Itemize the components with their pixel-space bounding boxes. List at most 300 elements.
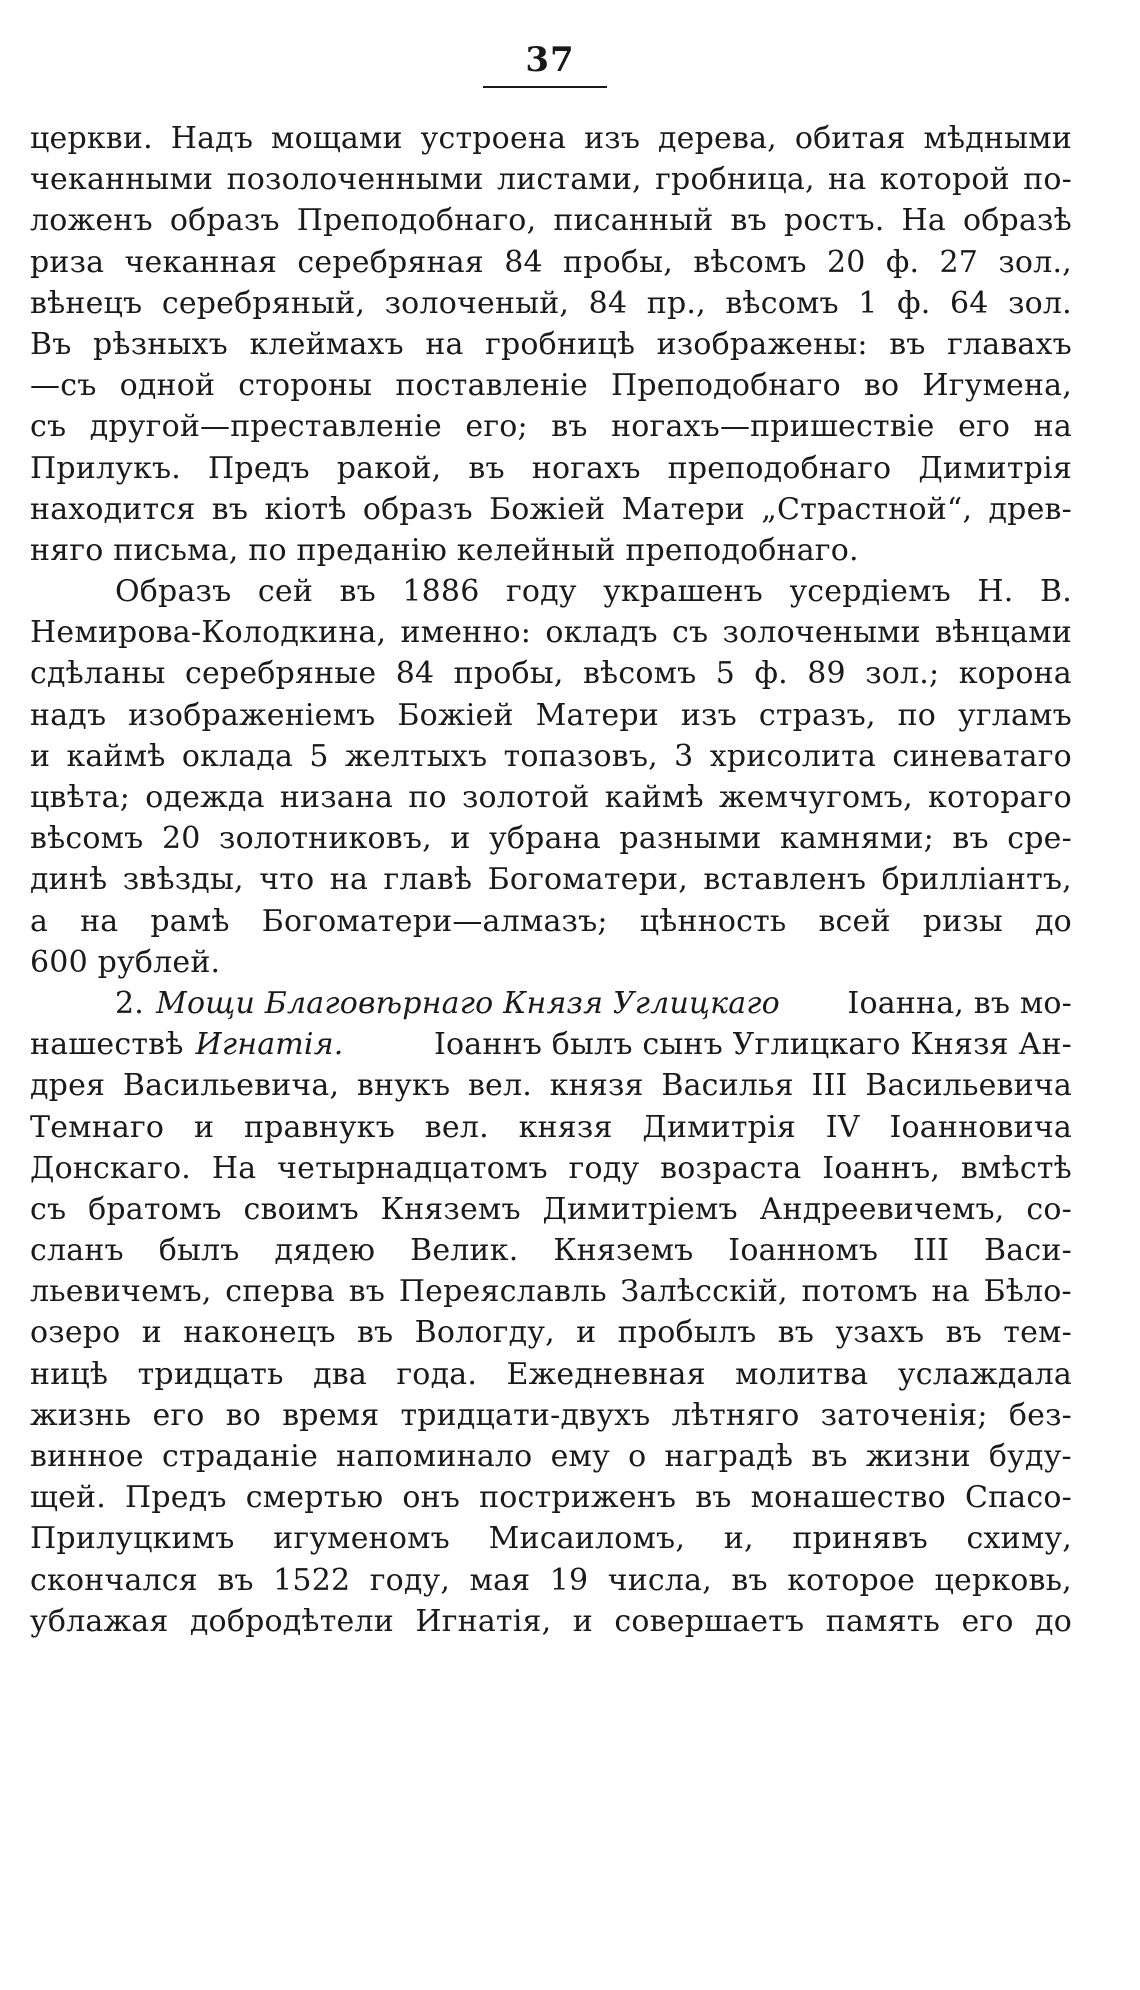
word: низана (279, 780, 394, 815)
word: ф. (885, 244, 920, 280)
text-line (30, 324, 1072, 365)
text-line (30, 283, 1072, 324)
word: что (259, 862, 315, 898)
word: услаждала (897, 1356, 1072, 1392)
word: скончался (30, 1562, 198, 1598)
word: два (313, 1356, 367, 1392)
word: тридцати-двухъ (400, 1397, 651, 1433)
word: вѣнецъ (30, 285, 143, 321)
text-line (30, 1230, 1072, 1271)
word: тем- (1003, 1315, 1072, 1351)
word: Димитрія (918, 450, 1072, 486)
word: льевичемъ, (30, 1274, 212, 1310)
word: схиму, (966, 1521, 1072, 1557)
word: съ (672, 615, 709, 651)
word: въ (730, 203, 767, 239)
word: тридцать (137, 1356, 284, 1392)
text-line (30, 1395, 1072, 1436)
word: князя (518, 1109, 613, 1145)
word: IV (825, 1109, 860, 1145)
word: Васи- (984, 1233, 1072, 1269)
word: изображены: (656, 326, 868, 362)
word: внукъ (356, 1068, 451, 1104)
word: Іоаннъ, (822, 1150, 941, 1186)
word: Переяславль (398, 1274, 607, 1310)
word: его (152, 1397, 205, 1433)
word: году (568, 1150, 640, 1186)
word: 89 (807, 656, 846, 692)
word: Княземъ (380, 1191, 521, 1227)
word: въ (952, 821, 989, 857)
word: которое (787, 1562, 916, 1598)
word: смертью (245, 1480, 384, 1516)
word: ростъ. (783, 203, 885, 239)
word: Вологду, (414, 1315, 555, 1351)
word: угламъ (958, 697, 1072, 733)
word: кіотѣ (264, 491, 347, 527)
word: на (425, 326, 464, 362)
word: дрея (30, 1068, 106, 1104)
word: древ- (988, 491, 1072, 527)
text-line (30, 859, 1072, 900)
word: 27 (939, 244, 979, 280)
word: Предъ (208, 450, 310, 486)
text-line (30, 200, 1072, 241)
word: одной (119, 368, 216, 404)
word: во (225, 1397, 262, 1433)
word: вел. (467, 1068, 533, 1104)
text-line (30, 1436, 1072, 1477)
word: главахъ (947, 326, 1072, 362)
text-line (30, 818, 1072, 859)
word: изъ (584, 121, 641, 156)
word: 1 (858, 285, 878, 321)
word: пробы, (453, 656, 564, 692)
word: лѣтняго (671, 1397, 800, 1433)
word: былъ (158, 1233, 240, 1269)
word: вѣсомъ (693, 244, 807, 280)
word: вѣсомъ (725, 285, 839, 321)
word: числа, (607, 1562, 712, 1598)
word: ракой, (336, 450, 442, 486)
paragraph-2 (30, 571, 1072, 983)
word: 84 (504, 244, 543, 280)
word: въ (211, 491, 249, 527)
word: Василья (661, 1068, 794, 1104)
text-line (30, 1065, 1072, 1106)
word: Божіей (397, 697, 514, 733)
word: въ (468, 450, 505, 486)
word: вмѣстѣ (960, 1150, 1072, 1186)
word: Игумена, (922, 368, 1072, 404)
word: сланъ (30, 1233, 124, 1269)
word: на (1033, 409, 1072, 445)
word: синеватаго (892, 738, 1072, 774)
word: князя (549, 1068, 644, 1104)
text-line: няго письма, по преданію келейный преподобнаго. (30, 532, 859, 568)
word: Богоматери—алмазъ; (261, 903, 608, 939)
word: чеканная (124, 244, 278, 280)
word: Образъ (115, 574, 232, 610)
text-line (30, 489, 1072, 530)
text-line (30, 365, 1072, 406)
word: со- (1026, 1191, 1072, 1227)
word: 19 (549, 1562, 589, 1598)
word: писанный (553, 203, 714, 239)
word: Княземъ (553, 1233, 694, 1269)
word: мощами (271, 121, 403, 156)
word: ф. (754, 656, 788, 692)
word: серебряный, (161, 285, 366, 321)
word: монашество (750, 1480, 946, 1516)
word: по- (1023, 162, 1072, 198)
text-line (30, 242, 1072, 283)
word: усердіемъ (789, 574, 951, 610)
word: въ (945, 1315, 982, 1351)
word: образъ (169, 203, 280, 239)
word: вѣнцами (935, 615, 1072, 651)
word: Димитріемъ (542, 1191, 738, 1227)
word: винное (30, 1439, 144, 1474)
word: золотниковъ, (219, 821, 432, 857)
word: и, (723, 1521, 754, 1557)
word: цвѣта; (30, 780, 131, 815)
word: без- (1008, 1397, 1072, 1433)
word: Залѣсскій, (620, 1274, 788, 1310)
text-line: нашествѣ Игнатія. Іоаннъ былъ сынъ Углицкаго Князя Ан- (30, 1024, 1072, 1065)
word: золоченый, (384, 285, 570, 321)
word: потомъ (801, 1274, 918, 1310)
word: Божіей (489, 491, 606, 527)
word: время (282, 1397, 380, 1433)
word: году (505, 574, 577, 610)
word: брилліантъ, (881, 862, 1072, 898)
word: на (828, 162, 867, 198)
text-line (30, 159, 1072, 200)
word: „Страстной“, (761, 491, 973, 527)
word: въ (217, 1562, 254, 1598)
word: На (211, 1150, 257, 1186)
text-line (30, 695, 1072, 736)
word: каймѣ (604, 780, 704, 815)
word: зол. (1008, 285, 1072, 321)
word: въ (777, 1315, 815, 1351)
text-line (30, 612, 1072, 653)
word: сдѣланы (30, 656, 166, 692)
word: буду- (988, 1439, 1072, 1474)
word: пробылъ (617, 1315, 757, 1351)
word: память (825, 1603, 941, 1639)
word: вѣсомъ (30, 821, 144, 857)
word: дядею (274, 1233, 376, 1269)
word: четырнадцатомъ (277, 1150, 548, 1186)
word: украшенъ (603, 574, 763, 610)
word: гробница, (655, 162, 815, 198)
text-line (30, 406, 1072, 447)
word: пробы, (563, 244, 673, 280)
word: зол.; (865, 656, 940, 692)
paragraph-1 (30, 118, 1072, 571)
word: другой—преставленіе (89, 409, 442, 445)
word: хрисолита (709, 738, 877, 774)
word: церкви. (30, 121, 153, 156)
word: разными (619, 821, 762, 857)
word: до (1034, 903, 1072, 939)
word: заточенія; (820, 1397, 988, 1433)
word: церковь, (934, 1562, 1072, 1598)
word: надъ (30, 697, 107, 733)
word: игуменомъ (273, 1521, 450, 1557)
word: Игнатія, (415, 1603, 552, 1639)
word: ему (550, 1439, 610, 1474)
word: а (30, 903, 49, 939)
word: мая (469, 1562, 531, 1598)
word: —съ (30, 368, 97, 404)
word: ложенъ (30, 203, 153, 239)
text-line (30, 1312, 1072, 1353)
word: добродѣтели (189, 1603, 394, 1639)
word: Богоматери, (487, 862, 688, 898)
word: и (572, 1603, 593, 1639)
word: совершаетъ (614, 1603, 805, 1639)
word: году, (369, 1562, 451, 1598)
word: Н. (977, 574, 1014, 610)
word: обитая (794, 121, 906, 156)
word: 64 (950, 285, 989, 321)
text-line (30, 901, 1072, 942)
word: Въ (30, 326, 72, 362)
word: 3 (674, 738, 694, 774)
text-line (30, 736, 1072, 777)
word: 5 (309, 738, 329, 774)
word: мѣдными (923, 121, 1072, 156)
word: его (961, 1603, 1014, 1639)
item-number: 2. (115, 985, 145, 1021)
text-line: 2. Мощи Благовѣрнаго Князя Углицкаго Іоанна, въ мо- (30, 983, 1072, 1024)
word: и (141, 1315, 162, 1351)
word: всей (818, 903, 891, 939)
text-line: 600 рублей. (30, 944, 221, 980)
word: Надъ (170, 121, 254, 156)
word: III (811, 1068, 848, 1104)
word: оклада (181, 738, 294, 774)
word: зол., (998, 244, 1072, 280)
word: чеканными (30, 162, 214, 198)
text-line (30, 118, 1072, 159)
word: до (1035, 1603, 1072, 1639)
word: стороны (238, 368, 373, 404)
word: Мисаиломъ, (488, 1521, 686, 1557)
word: жизни (865, 1439, 971, 1474)
word: котораго (928, 780, 1072, 815)
word: серебряные (184, 656, 377, 692)
word: именно: (400, 615, 532, 651)
word: рамѣ (150, 903, 230, 939)
word: его (958, 409, 1011, 445)
word: на (931, 1274, 970, 1310)
word: постриженъ (479, 1480, 677, 1516)
word: ублажая (30, 1603, 169, 1639)
word: устроена (420, 121, 567, 156)
word: Ежедневная (506, 1356, 706, 1392)
word: На (901, 203, 946, 239)
page-number: 37 (525, 40, 575, 80)
word: на (80, 903, 119, 939)
word: 20 (161, 821, 201, 857)
word: В. (1039, 574, 1072, 610)
word: звѣзды, (122, 862, 244, 898)
word: въ (731, 1562, 768, 1598)
word: желтыхъ (345, 738, 488, 774)
text-line (30, 1189, 1072, 1230)
word: по (897, 697, 937, 733)
word: Предъ (125, 1480, 227, 1516)
word: Васильевича (865, 1068, 1072, 1104)
word: сперва (225, 1274, 336, 1310)
paragraph-3 (30, 983, 1072, 1642)
word: въ (811, 1439, 848, 1474)
word: сре- (1007, 821, 1072, 857)
word: и (193, 1109, 215, 1145)
text-line (30, 1354, 1072, 1395)
text-line (30, 448, 1072, 489)
text-line (30, 1601, 1072, 1642)
word: въ (551, 409, 588, 445)
word: образъ (362, 491, 473, 527)
word: озеро (30, 1315, 121, 1351)
word: вставленъ (703, 862, 867, 898)
text-line (30, 1107, 1072, 1148)
word: и (30, 738, 51, 774)
word: одежда (145, 780, 265, 815)
word: напоминало (336, 1439, 533, 1474)
word: своимъ (243, 1191, 359, 1227)
word: 84 (588, 285, 628, 321)
text-line (30, 571, 1072, 612)
word: окладъ (545, 615, 658, 651)
word: его; (465, 409, 528, 445)
text-line (30, 1271, 1072, 1312)
word: Андреевичемъ, (759, 1191, 1005, 1227)
word: ризы (922, 903, 1003, 939)
word: главѣ (383, 862, 473, 898)
word: каймѣ (66, 738, 166, 774)
word: въ (348, 1274, 386, 1310)
word: молитва (735, 1356, 869, 1392)
word: Іоанномъ (728, 1233, 879, 1269)
word: страданіе (162, 1439, 319, 1474)
word: корона (958, 656, 1072, 692)
word: Матери (621, 491, 745, 527)
word: которой (879, 162, 1010, 198)
word: изъ (680, 697, 737, 733)
word: Спасо- (964, 1480, 1072, 1516)
word: братомъ (88, 1191, 222, 1227)
word: и (450, 821, 471, 857)
word: щей. (30, 1480, 106, 1516)
word: Преподобнаго, (296, 203, 537, 239)
word: пр., (646, 285, 706, 321)
word: правнукъ (243, 1109, 395, 1145)
word: жемчугомъ, (718, 780, 913, 815)
word: ногахъ (531, 450, 641, 486)
word: жизнь (30, 1397, 132, 1433)
word: III (913, 1233, 950, 1269)
word: динѣ (30, 862, 108, 898)
word: о (628, 1439, 647, 1474)
word: Матери (535, 697, 659, 733)
word: возраста (660, 1150, 802, 1186)
word: Велик. (410, 1233, 519, 1269)
word: дерева, (658, 121, 777, 156)
word: листами, (496, 162, 642, 198)
word: ногахъ—пришествіе (611, 409, 935, 445)
text-line (30, 1477, 1072, 1518)
word: золочеными (722, 615, 921, 651)
word: Іоанновича (889, 1109, 1072, 1145)
word: 1886 (402, 574, 480, 610)
name-italic: Игнатія. (195, 1027, 344, 1063)
word: гробницѣ (485, 326, 636, 362)
word: ф. (897, 285, 931, 321)
word: и (576, 1315, 597, 1351)
text-line (30, 1518, 1072, 1559)
word: серебряная (297, 244, 484, 280)
body-text (30, 118, 1072, 1642)
text-line (30, 1148, 1072, 1189)
word: въ (356, 1315, 394, 1351)
word: стразъ, (758, 697, 876, 733)
word: вѣсомъ (582, 656, 697, 692)
word: во (863, 368, 900, 404)
word: золотой (461, 780, 590, 815)
word: Донскаго. (30, 1150, 191, 1186)
word: 1522 (273, 1562, 351, 1598)
word: рѣзныхъ (93, 326, 228, 362)
word: поставленіе (395, 368, 588, 404)
word: Преподобнаго (611, 368, 841, 404)
word: камнями; (779, 821, 934, 857)
word: Прилуцкимъ (30, 1521, 235, 1557)
word: на (329, 862, 369, 898)
word: Немирова-Колодкина, (30, 615, 387, 651)
word: наконецъ (183, 1315, 336, 1351)
word: ницѣ (30, 1356, 109, 1392)
word: образѣ (963, 203, 1072, 239)
text-line (30, 777, 1072, 818)
word: вел. (424, 1109, 489, 1145)
word: преподобнаго (667, 450, 892, 486)
word: 84 (395, 656, 435, 692)
item-heading-italic: Мощи Благовѣрнаго Князя Углицкаго (156, 985, 780, 1021)
word: Темнаго (30, 1109, 165, 1145)
word: 5 (715, 656, 736, 692)
word: Димитрія (642, 1109, 796, 1145)
word: въ (889, 326, 926, 362)
word: съ (30, 1191, 67, 1227)
text-line (30, 1560, 1072, 1601)
word: 20 (826, 244, 866, 280)
word: наградѣ (664, 1439, 794, 1474)
word: съ (30, 409, 67, 445)
word: цѣнность (639, 903, 787, 939)
word: топазовъ, (503, 738, 658, 774)
page-number-rule (483, 86, 607, 88)
word: риза (30, 244, 105, 280)
word: въ (339, 574, 376, 610)
word: въ (695, 1480, 732, 1516)
word: Васильевича, (122, 1068, 340, 1104)
